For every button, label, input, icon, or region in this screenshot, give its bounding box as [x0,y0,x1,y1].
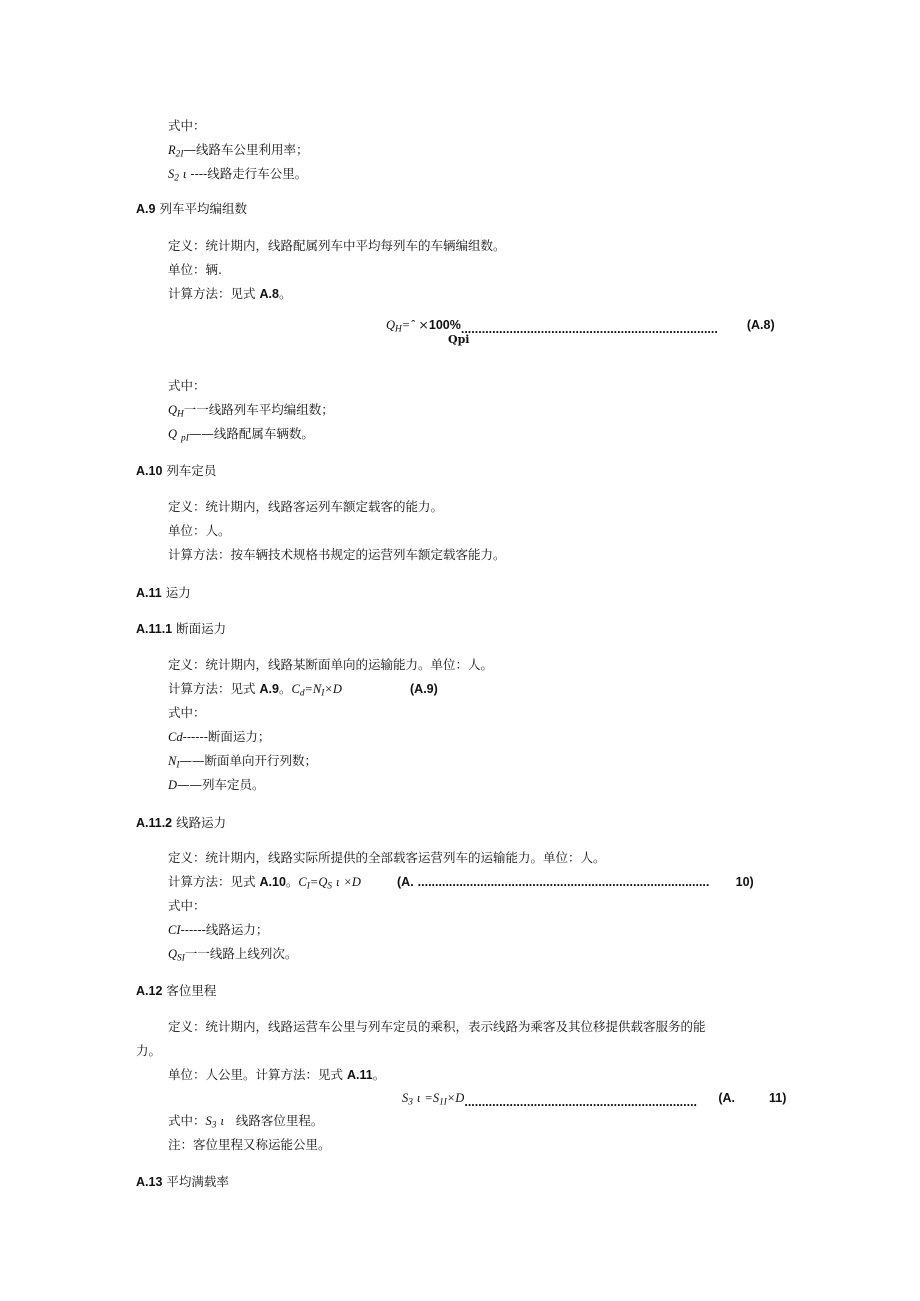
variable-definition: CI------线路运力； [168,922,269,937]
unit-and-calculation: 单位：人公里。计算方法：见式 A.11。 [168,1067,386,1082]
definition-text: 定义：统计期内，线路实际所提供的全部载客运营列车的运输能力。单位：人。 [168,850,606,865]
where-label: 式中： [168,118,206,133]
section-heading: A.13 平均满载率 [136,1174,229,1189]
formula-a11: $S_3$ $\iota =S_{1I}\times D$................................................................... (A. 11) [402,1091,787,1110]
formula-a8: $Q_H=ˆ \times 100\%$.......................................................................... (A.8) [386,317,775,337]
section-heading: A.9 列车平均编组数 [136,201,247,216]
calculation-method: 计算方法：见式 A.10。$C_I=Q_S$ ι ×D [168,874,361,892]
where-definition: 式中：$S_3$ ι 线路客位里程。 [168,1113,324,1131]
section-heading: A.11.2 线路运力 [136,815,227,830]
unit-text: 单位：辆. [168,262,222,277]
variable-definition: $Q_{SI}$一一线路上线列次。 [168,946,298,964]
calculation-method: 计算方法：见式 A.9。$C_d=N_I\times D$ [168,681,342,699]
variable-definition: Cd------断面运力； [168,729,271,744]
definition-text-continued: 力。 [136,1043,162,1058]
note-text: 注：客位里程又称运能公里。 [168,1137,331,1152]
where-label: 式中： [168,898,206,913]
section-heading: A.11 运力 [136,585,191,600]
calculation-method: 计算方法：按车辆技术规格书规定的运营列车额定载客能力。 [168,547,506,562]
formula-label-a9: (A.9) [410,682,438,696]
calculation-method: 计算方法：见式 A.8。 [168,286,292,301]
variable-definition: $N_I——$断面单向开行列数； [168,753,317,771]
variable-definition: Q $_{pI}$——线路配属车辆数。 [168,426,314,444]
definition-text: 定义：统计期内，线路配属列车中平均每列车的车辆编组数。 [168,238,506,253]
definition-text: 定义：统计期内，线路运营车公里与列车定员的乘积，表示线路为乘客及其位移提供载客服务的能 [168,1019,706,1034]
formula-label-a10: (A. .................................................................................... 10) [397,875,754,889]
variable-definition: $R_{2I}—$线路车公里利用率； [168,142,309,160]
definition-text: 定义：统计期内，线路某断面单向的运输能力。单位：人。 [168,657,494,672]
where-label: 式中： [168,378,206,393]
variable-definition: $Q_H$一一线路列车平均编组数； [168,402,334,420]
where-label: 式中： [168,705,206,720]
variable-definition: $S_2$ ι ----线路走行车公里。 [168,166,308,184]
formula-denominator: Qpi [448,333,470,346]
variable-definition: D——列车定员。 [168,777,265,792]
definition-text: 定义：统计期内，线路客运列车额定载客的能力。 [168,499,444,514]
section-heading: A.12 客位里程 [136,983,217,998]
section-heading: A.10 列车定员 [136,463,217,478]
section-heading: A.11.1 断面运力 [136,621,227,636]
unit-text: 单位：人。 [168,523,231,538]
